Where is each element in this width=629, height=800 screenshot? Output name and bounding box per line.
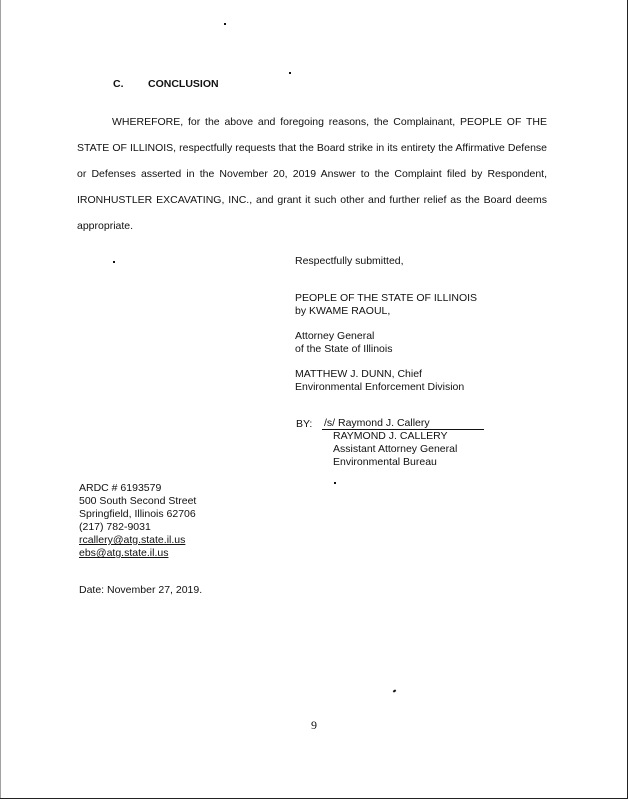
phone-number: (217) 782-9031 (79, 521, 151, 533)
party-line-2: by KWAME RAOUL, (295, 305, 391, 317)
scan-speck (334, 482, 336, 484)
closing-text: Respectfully submitted, (295, 255, 404, 267)
party-line-1: PEOPLE OF THE STATE OF ILLINOIS (295, 292, 478, 304)
section-title: CONCLUSION (148, 78, 219, 90)
signer-title: Assistant Attorney General (333, 443, 458, 455)
scan-speck (113, 261, 115, 263)
scan-speck (289, 72, 291, 74)
signer-bureau: Environmental Bureau (333, 456, 437, 468)
body-paragraph (77, 109, 547, 239)
email-link-2[interactable]: ebs@atg.state.il.us (79, 547, 169, 559)
page-left-edge (0, 0, 1, 798)
signer-name: RAYMOND J. CALLERY (333, 430, 448, 442)
attorney-general-line-1: Attorney General (295, 330, 375, 342)
document-date: Date: November 27, 2019. (79, 584, 203, 596)
by-label: BY: (296, 418, 313, 430)
street-address: 500 South Second Street (79, 495, 197, 507)
attorney-general-line-2: of the State of Illinois (295, 343, 393, 355)
section-letter: C. (113, 78, 124, 90)
city-address: Springfield, Illinois 62706 (79, 508, 196, 520)
electronic-signature: /s/ Raymond J. Callery (324, 417, 430, 429)
email-link-1[interactable]: rcallery@atg.state.il.us (79, 534, 186, 546)
ardc-number: ARDC # 6193579 (79, 482, 162, 494)
scan-speck (393, 689, 397, 692)
division-line-2: Environmental Enforcement Division (295, 381, 465, 393)
body-paragraph-text: WHEREFORE, for the above and foregoing reasons, the Complainant, PEOPLE OF THE STATE OF ILLINOIS, respectfully requests that the Board strike in its entirety the Affirmative Defense or Defenses asserted in the November 20, 2019 Answer to the Complaint filed by Respondent, IRONHUSTLER EXCAVATING, INC., and grant it such other and further relief as the Board deems appropriate. (77, 116, 547, 232)
division-line-1: MATTHEW J. DUNN, Chief (295, 368, 422, 380)
scan-speck (224, 23, 226, 25)
page-number: 9 (311, 718, 317, 732)
